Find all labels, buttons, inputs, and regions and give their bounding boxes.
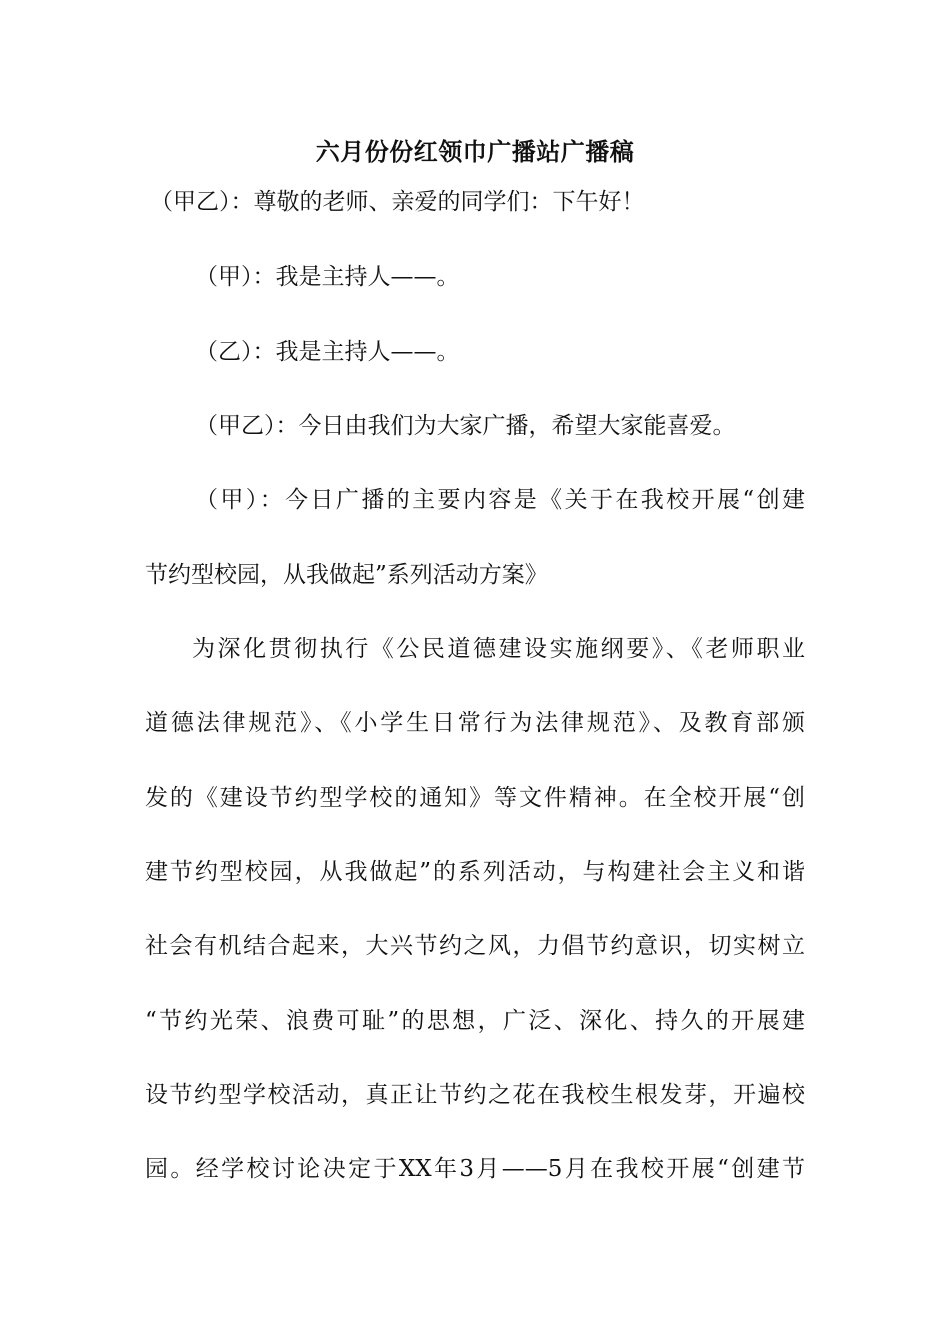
dialog-line-intro: （甲乙）：今日由我们为大家广播，希望大家能喜爱。	[195, 413, 736, 439]
paragraph-line: 道德法律规范》、《小学生日常行为法律规范》、及教育部颁	[145, 710, 805, 736]
dialog-line-greeting: （甲乙）：尊敬的老师、亲爱的同学们：下午好！	[150, 189, 645, 215]
paragraph-line: 社会有机结合起来，大兴节约之风，力倡节约意识，切实树立	[145, 933, 805, 959]
paragraph-line: 建节约型校园，从我做起”的系列活动，与构建社会主义和谐	[145, 859, 805, 885]
dialog-line-topic: （甲）：今日广播的主要内容是《关于在我校开展“创建	[195, 487, 805, 513]
dialog-line-host-b: （乙）：我是主持人——。	[195, 339, 460, 365]
paragraph-line: 发的《建设节约型学校的通知》等文件精神。在全校开展“创	[145, 785, 805, 811]
dialog-line-host-a: （甲）：我是主持人——。	[195, 264, 460, 290]
paragraph-line: 设节约型学校活动，真正让节约之花在我校生根发芽，开遍校	[145, 1082, 805, 1108]
paragraph-line: 为深化贯彻执行《公民道德建设实施纲要》、《老师职业	[192, 636, 805, 662]
dialog-line-topic-cont: 节约型校园，从我做起”系列活动方案》	[145, 562, 548, 588]
paragraph-line: 园。经学校讨论决定于XX年3月——5月在我校开展“创建节	[145, 1156, 805, 1182]
paragraph-line: “节约光荣、浪费可耻”的思想，广泛、深化、持久的开展建	[145, 1008, 805, 1034]
document-title: 六月份份红领巾广播站广播稿	[315, 137, 635, 166]
